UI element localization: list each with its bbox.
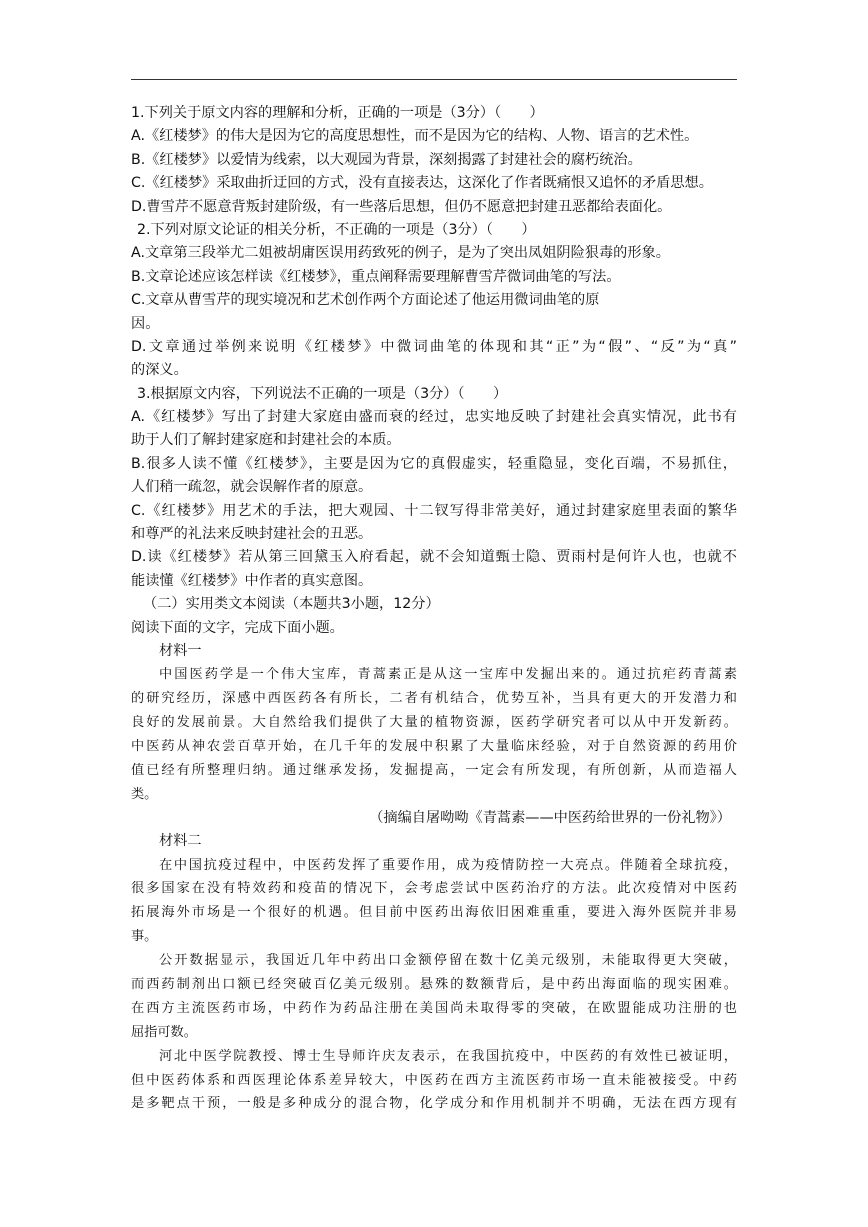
text-line: B.《红楼梦》以爱情为线索，以大观园为背景，深刻揭露了封建社会的腐朽统治。 [131, 151, 642, 168]
text-line: 1.下列关于原文内容的理解和分析，正确的一项是（3分）（ ） [131, 105, 544, 121]
text-line: 能读懂《红楼梦》中作者的真实意图。 [131, 572, 373, 589]
text-line: C.《红楼梦》采取曲折迂回的方式，没有直接表达，这深化了作者既痛恨又追怀的矛盾思想。 [131, 175, 713, 192]
text-line: （摘编自屠呦呦《青蒿素——中医药给世界的一份礼物》） [369, 809, 731, 826]
text-line: 中医药从神农尝百草开始，在几千年的发展中积累了大量临床经验，对于自然资源的药用价 [131, 739, 737, 755]
header-rule [131, 79, 737, 80]
text-line: C.《红楼梦》用艺术的手法，把大观园、十二钗写得非常美好，通过封建家庭里表面的繁华 [131, 502, 737, 519]
text-line: 拓展海外市场是一个很好的机遇。但目前中医药出海依旧困难重重，要进入海外医院并非易 [131, 905, 737, 921]
text-line: 河北中医学院教授、博士生导师许庆友表示，在我国抗疫中，中医药的有效性已被证明， [159, 1048, 737, 1064]
text-line: 而西药制剂出口额已经突破百亿美元级别。悬殊的数额背后，是中药出海面临的现实困难。 [131, 976, 737, 992]
text-line: 材料一 [159, 642, 202, 659]
text-line: 类。 [131, 786, 158, 802]
text-line: 良好的发展前景。大自然给我们提供了大量的植物资源，医药学研究者可以从中开发新药。 [131, 715, 737, 731]
text-line: 助于人们了解封建家庭和封建社会的本质。 [131, 432, 401, 449]
text-line: 屈指可数。 [131, 1024, 197, 1040]
text-line: C.文章从曹雪芹的现实境况和艺术创作两个方面论述了他运用微词曲笔的原 [131, 292, 600, 309]
text-line: B.很多人读不懂《红楼梦》，主要是因为它的真假虚实，轻重隐显，变化百端，不易抓住， [131, 455, 737, 472]
text-line: D.文章通过举例来说明《红楼梦》中微词曲笔的体现和其“正”为“假”、“反”为“真” [131, 338, 737, 355]
text-line: 中国医药学是一个伟大宝库，青蒿素正是从这一宝库中发掘出来的。通过抗疟药青蒿素 [159, 667, 737, 683]
text-line: 人们稍一疏忽，就会误解作者的原意。 [131, 479, 373, 496]
text-line: 事。 [131, 929, 158, 945]
text-line: 因。 [131, 315, 160, 332]
text-line: B.文章论述应该怎样读《红楼梦》，重点阐释需要理解曹雪芹微词曲笔的写法。 [131, 268, 621, 285]
text-line: 阅读下面的文字，完成下面小题。 [131, 619, 344, 636]
text-line: 2.下列对原文论证的相关分析，不正确的一项是（3分）（ ） [137, 221, 536, 238]
text-line: A.文章第三段举尤二姐被胡庸医误用药致死的例子，是为了突出凤姐阴险狠毒的形象。 [131, 245, 670, 262]
text-line: （二）实用类文本阅读（本题共3小题，12分） [143, 596, 440, 613]
text-line: A.《红楼梦》写出了封建大家庭由盛而衰的经过，忠实地反映了封建社会真实情况，此书有 [131, 409, 737, 426]
text-line: 的研究经历，深感中西医药各有所长，二者有机结合，优势互补，当具有更大的开发潜力和 [131, 691, 737, 707]
text-line: A.《红楼梦》的伟大是因为它的高度思想性，而不是因为它的结构、人物、语言的艺术性。 [131, 128, 699, 145]
text-line: 的深义。 [131, 362, 188, 379]
document-body [131, 102, 737, 1116]
text-line: 但中医药体系和西医理论体系差异较大，中医药在西方主流医药市场一直未能被接受。中药 [131, 1072, 737, 1088]
text-line: 和尊严的礼法来反映封建社会的丑恶。 [131, 526, 373, 543]
text-line: D.读《红楼梦》若从第三回黛玉入府看起，就不会知道甄士隐、贾雨村是何许人也，也就不 [131, 549, 737, 566]
text-line: 是多靶点干预，一般是多种成分的混合物，化学成分和作用机制并不明确，无法在西方现有 [131, 1096, 737, 1112]
text-line: D.曹雪芹不愿意背叛封建阶级，有一些落后思想，但仍不愿意把封建丑恶都给表面化。 [131, 198, 672, 215]
text-line: 很多国家在没有特效药和疫苗的情况下，会考虑尝试中医药治疗的方法。此次疫情对中医药 [131, 881, 737, 897]
text-line: 在西方主流医药市场，中药作为药品注册在美国尚未取得零的突破，在欧盟能成功注册的也 [131, 1000, 737, 1016]
text-line: 材料二 [159, 833, 202, 850]
text-line: 3.根据原文内容，下列说法不正确的一项是（3分）（ ） [137, 385, 508, 402]
text-line: 值已经有所整理归纳。通过继承发扬，发掘提高，一定会有所发现，有所创新，从而造福人 [131, 762, 737, 778]
text-line: 公开数据显示，我国近几年中药出口金额停留在数十亿美元级别，未能取得更大突破， [159, 953, 737, 969]
text-line: 在中国抗疫过程中，中医药发挥了重要作用，成为疫情防控一大亮点。伴随着全球抗疫， [159, 857, 737, 873]
